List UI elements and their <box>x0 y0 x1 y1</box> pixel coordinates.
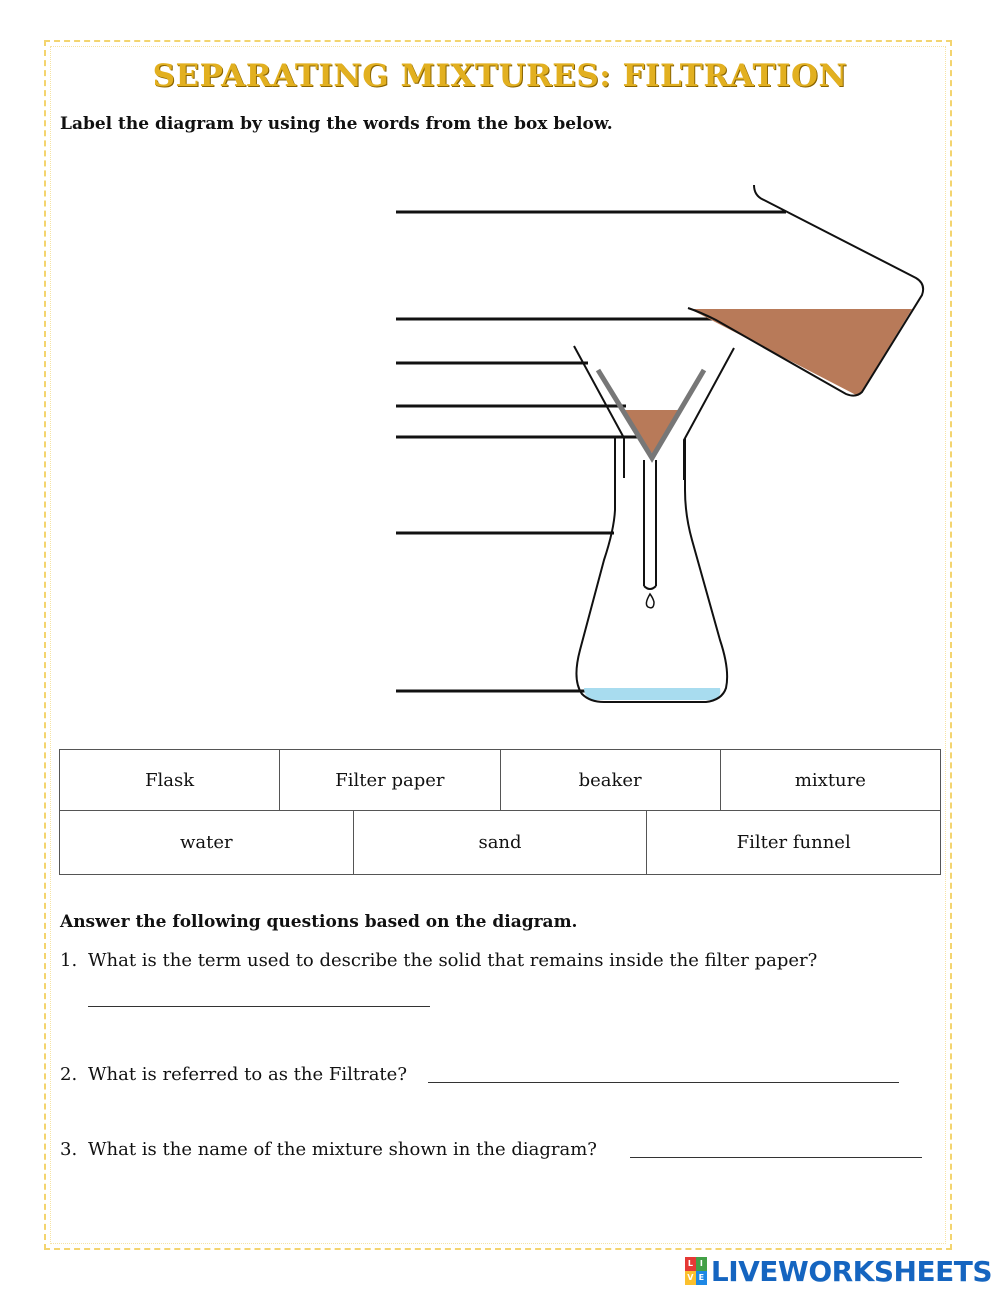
question-2-number: 2. <box>60 1064 78 1085</box>
beaker-shape <box>688 185 923 396</box>
word-water: water <box>60 811 354 874</box>
question-3-number: 3. <box>60 1139 78 1160</box>
word-mixture: mixture <box>794 769 866 791</box>
word-box-row-1 <box>60 750 940 811</box>
word-flask: Flask <box>60 750 280 810</box>
logo-mark-icon: L I V E <box>685 1257 707 1285</box>
word-box-row-2 <box>60 811 940 874</box>
question-1 <box>60 950 817 971</box>
flask-shape <box>576 438 727 702</box>
word-box <box>59 749 941 875</box>
question-3 <box>60 1139 597 1160</box>
word-filter-funnel: Filter funnel <box>736 832 851 853</box>
logo-text: LIVEWORKSHEETS <box>710 1254 992 1288</box>
question-3-text: What is the name of the mixture shown in the diagram? <box>88 1139 597 1160</box>
question-2 <box>60 1064 407 1085</box>
answer-line-3[interactable] <box>630 1157 922 1158</box>
liveworksheets-logo <box>685 1254 992 1288</box>
question-1-text: What is the term used to describe the solid that remains inside the filter paper? <box>88 950 818 971</box>
question-1-number: 1. <box>60 950 78 971</box>
questions-heading: Answer the following questions based on the diagram. <box>60 912 578 932</box>
answer-line-2[interactable] <box>428 1082 899 1083</box>
answer-line-1[interactable] <box>88 1006 430 1007</box>
droplet-shape <box>646 594 654 608</box>
question-2-text: What is referred to as the Filtrate? <box>88 1064 407 1085</box>
word-sand: sand <box>354 811 648 874</box>
filter-funnel-shape <box>574 346 734 589</box>
page-title: SEPARATING MIXTURES: FILTRATION <box>152 58 848 94</box>
word-beaker: beaker <box>501 750 721 810</box>
instruction-text: Label the diagram by using the words from the box below. <box>60 114 613 134</box>
word-filter-paper: Filter paper <box>280 750 500 810</box>
